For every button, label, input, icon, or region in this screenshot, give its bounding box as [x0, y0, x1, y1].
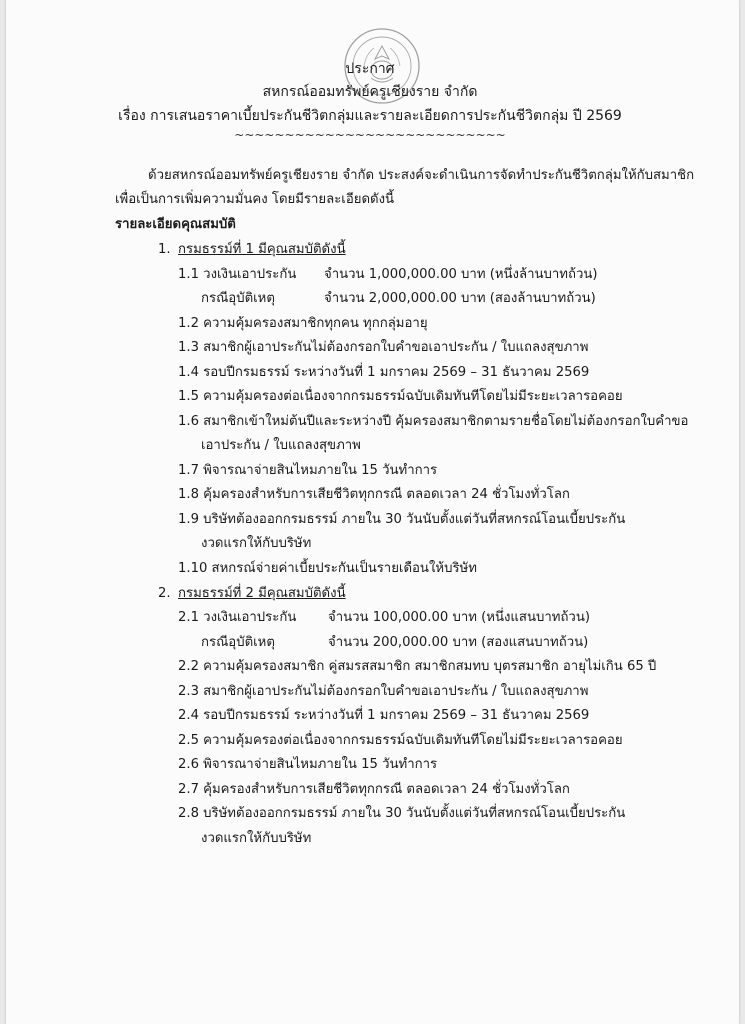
policy-1-title: กรมธรรม์ที่ 1 มีคุณสมบัติดังนี้ — [178, 242, 346, 257]
item-1-9-line-1: 1.9 บริษัทต้องออกกรมธรรม์ ภายใน 30 วันนับตั้งแต่วันที่สหกรณ์โอนเบี้ยประกัน — [178, 512, 626, 527]
item-1-3: 1.3 สมาชิกผู้เอาประกันไม่ต้องกรอกใบคำขอเอาประกัน / ใบแถลงสุขภาพ — [178, 340, 589, 355]
item-1-1-value: จำนวน 1,000,000.00 บาท (หนึ่งล้านบาทถ้วน) — [324, 267, 598, 282]
item-2-6: 2.6 พิจารณาจ่ายสินไหมภายใน 15 วันทำการ — [178, 757, 438, 772]
item-1-4: 1.4 รอบปีกรมธรรม์ ระหว่างวันที่ 1 มกราคม 2569 – 31 ธันวาคม 2569 — [178, 365, 590, 380]
policy-1-number: 1. — [158, 242, 171, 257]
item-2-1-accident-value: จำนวน 200,000.00 บาท (สองแสนบาทถ้วน) — [328, 635, 589, 650]
item-1-6-line-1: 1.6 สมาชิกเข้าใหม่ต้นปีและระหว่างปี คุ้มครองสมาชิกตามรายชื่อโดยไม่ต้องกรอกใบคำขอ — [178, 414, 689, 429]
policy-2-number: 2. — [158, 586, 171, 601]
document-page — [6, 0, 739, 1024]
intro-line-1: ด้วยสหกรณ์ออมทรัพย์ครูเชียงราย จำกัด ประสงค์จะดำเนินการจัดทำประกันชีวิตกลุ่มให้กับสมาชิก — [148, 168, 695, 183]
item-2-8-line-1: 2.8 บริษัทต้องออกกรมธรรม์ ภายใน 30 วันนับตั้งแต่วันที่สหกรณ์โอนเบี้ยประกัน — [178, 806, 626, 821]
item-1-2: 1.2 ความคุ้มครองสมาชิกทุกคน ทุกกลุ่มอายุ — [178, 316, 428, 331]
item-1-1-accident-label: กรณีอุบัติเหตุ — [201, 291, 275, 306]
item-2-8-line-2: งวดแรกให้กับบริษัท — [201, 831, 312, 846]
intro-line-2: เพื่อเป็นการเพิ่มความมั่นคง โดยมีรายละเอียดดังนี้ — [115, 192, 395, 207]
item-1-8: 1.8 คุ้มครองสำหรับการเสียชีวิตทุกกรณี ตลอดเวลา 24 ชั่วโมงทั่วโลก — [178, 487, 570, 502]
item-2-7: 2.7 คุ้มครองสำหรับการเสียชีวิตทุกกรณี ตลอดเวลา 24 ชั่วโมงทั่วโลก — [178, 782, 570, 797]
item-2-3: 2.3 สมาชิกผู้เอาประกันไม่ต้องกรอกใบคำขอเอาประกัน / ใบแถลงสุขภาพ — [178, 684, 589, 699]
item-2-1-label: 2.1 วงเงินเอาประกัน — [178, 610, 297, 625]
subject-line: เรื่อง การเสนอราคาเบี้ยประกันชีวิตกลุ่มและรายละเอียดการประกันชีวิตกลุ่ม ปี 2569 — [118, 108, 622, 124]
section-title: รายละเอียดคุณสมบัติ — [115, 217, 236, 232]
item-2-1-value: จำนวน 100,000.00 บาท (หนึ่งแสนบาทถ้วน) — [328, 610, 590, 625]
item-2-4: 2.4 รอบปีกรมธรรม์ ระหว่างวันที่ 1 มกราคม 2569 – 31 ธันวาคม 2569 — [178, 708, 590, 723]
announcement-title: ประกาศ — [345, 61, 395, 77]
organization-name: สหกรณ์ออมทรัพย์ครูเชียงราย จำกัด — [262, 84, 478, 100]
policy-2-title: กรมธรรม์ที่ 2 มีคุณสมบัติดังนี้ — [178, 586, 346, 601]
item-1-7: 1.7 พิจารณาจ่ายสินไหมภายใน 15 วันทำการ — [178, 463, 438, 478]
item-2-5: 2.5 ความคุ้มครองต่อเนื่องจากกรมธรรม์ฉบับเดิมทันทีโดยไม่มีระยะเวลารอคอย — [178, 733, 623, 748]
separator-line: ~~~~~~~~~~~~~~~~~~~~~~~~~~~ — [234, 128, 506, 142]
item-1-9-line-2: งวดแรกให้กับบริษัท — [201, 536, 312, 551]
item-1-5: 1.5 ความคุ้มครองต่อเนื่องจากกรมธรรม์ฉบับเดิมทันทีโดยไม่มีระยะเวลารอคอย — [178, 389, 623, 404]
item-2-2: 2.2 ความคุ้มครองสมาชิก คู่สมรสสมาชิก สมาชิกสมทบ บุตรสมาชิก อายุไม่เกิน 65 ปี — [178, 659, 657, 674]
item-2-1-accident-label: กรณีอุบัติเหตุ — [201, 635, 275, 650]
item-1-10: 1.10 สหกรณ์จ่ายค่าเบี้ยประกันเป็นรายเดือนให้บริษัท — [178, 561, 477, 576]
item-1-1-label: 1.1 วงเงินเอาประกัน — [178, 267, 297, 282]
item-1-1-accident-value: จำนวน 2,000,000.00 บาท (สองล้านบาทถ้วน) — [324, 291, 596, 306]
item-1-6-line-2: เอาประกัน / ใบแถลงสุขภาพ — [201, 438, 361, 453]
